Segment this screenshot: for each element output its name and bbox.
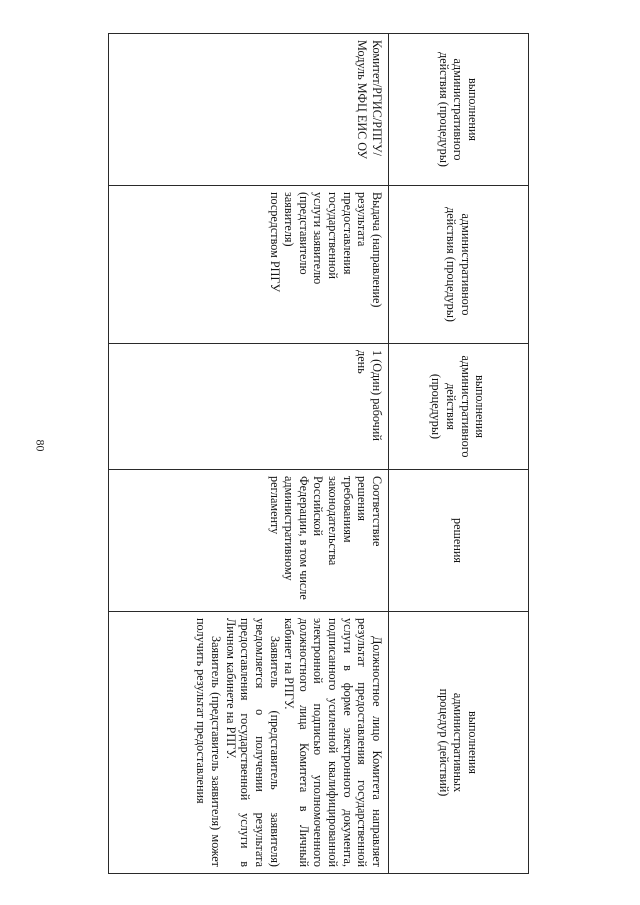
result-paragraph-1: Должностное лицо Комитета направляет результат предоставления государственной услуги в форме электронного документа, подписанного усиленной квалифицированной электронной подписью уполномоченного должностного лица Комитета в Личный кабинет на РПГУ. <box>282 617 384 867</box>
header-result: выполнения административных процедур (действий) <box>389 611 529 873</box>
cell-result <box>109 611 389 873</box>
cell-action: Выдача (направление) результата предоставления государственной услуги заявителю (представителю заявителя) посредством РПГУ <box>109 185 389 343</box>
header-decision-criteria: решения <box>389 469 529 611</box>
result-paragraph-3: Заявитель (представитель заявителя) может получить результат предоставления <box>194 617 223 867</box>
result-paragraph-2: Заявитель (представитель заявителя) уведомляется о получении результата предоставления государственной услуги в Личном кабинете на РПГУ. <box>223 617 282 867</box>
page-number: 80 <box>33 439 48 452</box>
procedure-table <box>108 33 529 874</box>
procedure-table-container <box>111 33 529 873</box>
table-row <box>109 33 389 873</box>
table-header-row <box>389 33 529 873</box>
cell-duration: 1 (Один) рабочий день <box>109 343 389 469</box>
cell-criteria: Соответствие решения требованиям законодательства Российской Федерации, в том числе административному регламенту <box>109 469 389 611</box>
header-action-content: административного действия (процедуры) <box>389 185 529 343</box>
cell-executor: Комитет/РГИС/РПГУ/ Модуль МФЦ ЕИС ОУ <box>109 33 389 185</box>
header-duration: выполнения административного действия (процедуры) <box>389 343 529 469</box>
header-executor: выполнения административного действия (процедуры) <box>389 33 529 185</box>
